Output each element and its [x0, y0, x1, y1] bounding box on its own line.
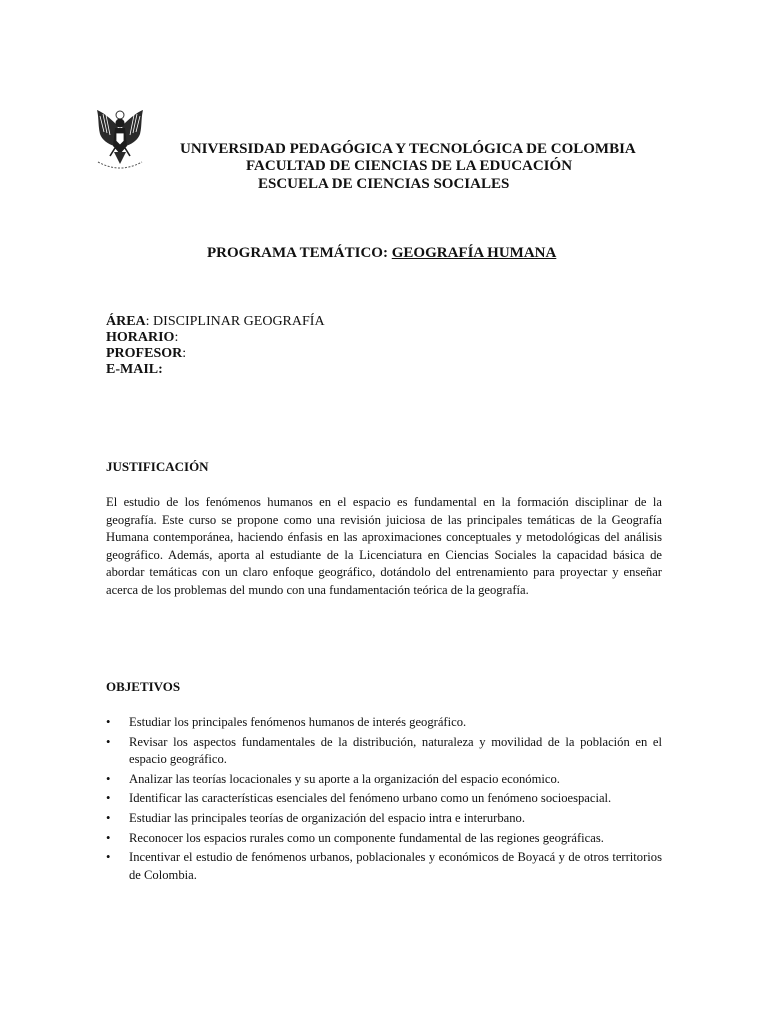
- bullet-icon: •: [106, 734, 111, 749]
- bullet-icon: •: [106, 830, 111, 845]
- justificacion-title: JUSTIFICACIÓN: [106, 459, 209, 474]
- horario-label: HORARIO: [106, 330, 175, 345]
- profesor-row: [106, 346, 325, 362]
- area-row: [106, 314, 325, 330]
- profesor-label: PROFESOR: [106, 346, 183, 361]
- objetivos-title: OBJETIVOS: [106, 679, 181, 694]
- program-title: [207, 245, 556, 262]
- list-item: [106, 830, 662, 848]
- program-subject: GEOGRAFÍA HUMANA: [391, 245, 557, 261]
- objective-text: Reconocer los espacios rurales como un componente fundamental de las regiones geográficas.: [129, 830, 604, 845]
- university-eagle-crest-icon: [94, 106, 146, 174]
- school-name: ESCUELA DE CIENCIAS SOCIALES: [258, 176, 510, 192]
- profesor-value: :: [182, 346, 187, 361]
- objective-text: Estudiar las principales teorías de organización del espacio intra e interurbano.: [129, 810, 525, 825]
- bullet-icon: •: [106, 810, 111, 825]
- bullet-icon: •: [106, 771, 111, 786]
- list-item: [106, 734, 662, 769]
- program-label: PROGRAMA TEMÁTICO:: [207, 245, 392, 261]
- list-item: [106, 771, 662, 789]
- objective-text: Analizar las teorías locacionales y su aporte a la organización del espacio económico.: [129, 771, 560, 786]
- email-label: E-MAIL:: [106, 362, 163, 377]
- bullet-icon: •: [106, 715, 111, 729]
- justificacion-text: El estudio de los fenómenos humanos en el espacio es fundamental en la formación disciplinar de la geografía. Este curso se propone como una revisión juiciosa de las principales temáticas de la Geografía Humana contemporánea, haciendo énfasis en las aproximaciones conceptuales y metodológicas del análisis geográfico. Además, aporta al estudiante de la Licenciatura en Ciencias Sociales la capacidad básica de abordar temáticas con un claro enfoque geográfico, dotándolo del entrenamiento para proyectar y enseñar acerca de los problemas del mundo con una fundamentación teórica de la geografía.: [106, 495, 662, 597]
- university-name: UNIVERSIDAD PEDAGÓGICA Y TECNOLÓGICA DE COLOMBIA: [180, 141, 636, 157]
- faculty-name: FACULTAD DE CIENCIAS DE LA EDUCACIÓN: [246, 158, 573, 174]
- objetivos-list: [106, 714, 662, 886]
- objective-text: Revisar los aspectos fundamentales de la distribución, naturaleza y movilidad de la población en el espacio geográfico.: [129, 734, 662, 767]
- objective-text: Estudiar los principales fenómenos humanos de interés geográfico.: [129, 715, 467, 729]
- objective-text: Incentivar el estudio de fenómenos urbanos, poblacionales y económicos de Boyacá y de otros territorios de Colombia.: [129, 850, 662, 882]
- list-item: [106, 849, 662, 884]
- area-label: ÁREA: [106, 314, 146, 329]
- horario-row: [106, 330, 325, 346]
- bullet-icon: •: [106, 791, 111, 806]
- area-value: : DISCIPLINAR GEOGRAFÍA: [145, 314, 325, 329]
- course-info: [106, 314, 325, 378]
- email-row: [106, 362, 325, 378]
- horario-value: :: [174, 330, 179, 345]
- list-item: [106, 790, 662, 808]
- bullet-icon: •: [106, 850, 111, 865]
- list-item: [106, 810, 662, 828]
- list-item: [106, 714, 662, 732]
- objective-text: Identificar las características esenciales del fenómeno urbano como un fenómeno socioespacial.: [129, 791, 612, 806]
